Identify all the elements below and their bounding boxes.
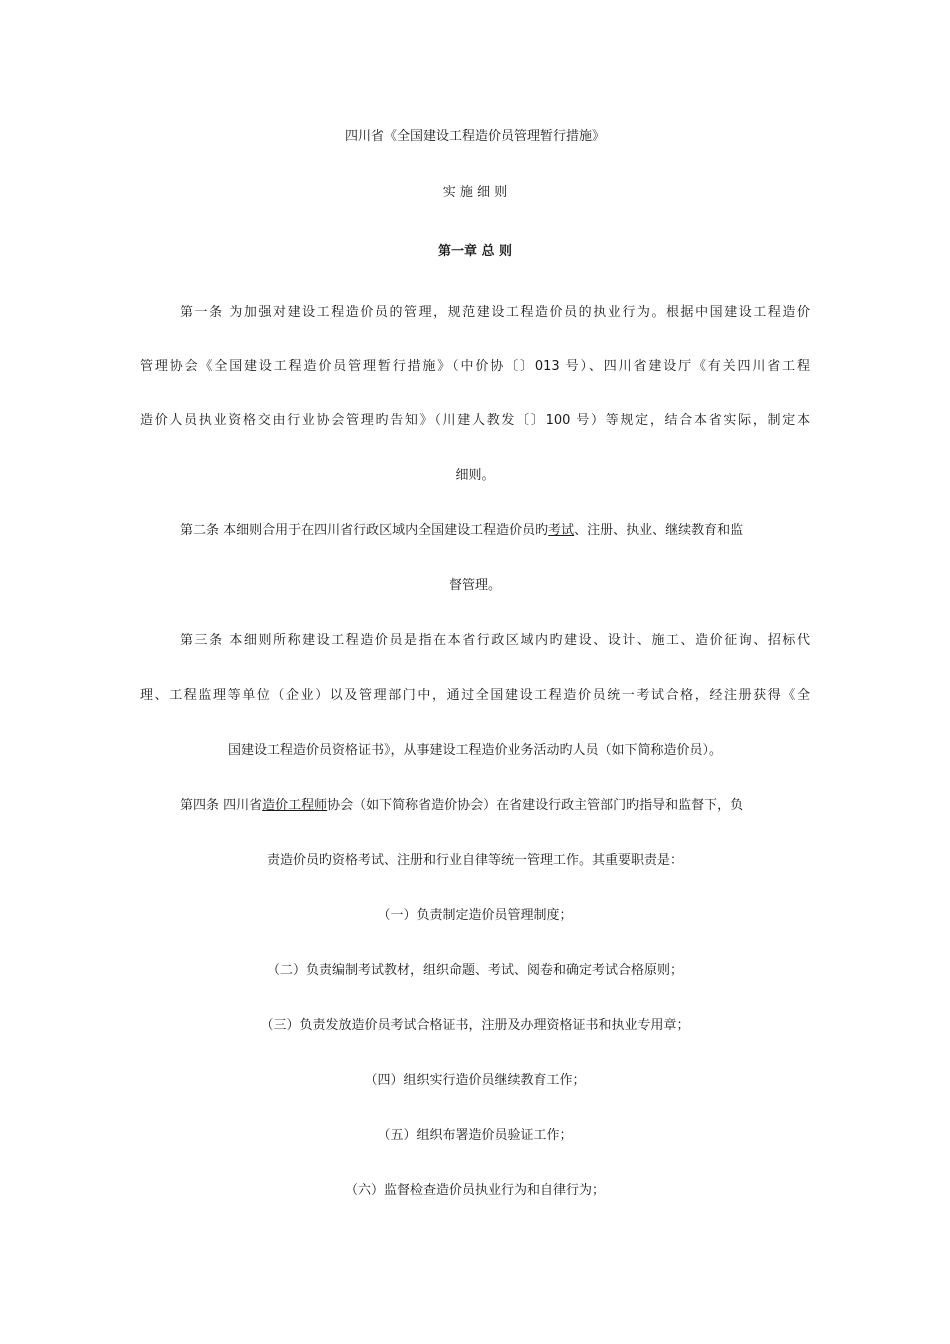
- article4-line1-pre: 第四条 四川省: [180, 798, 263, 813]
- duty-item-2: （二）负责编制考试教材，组织命题、考试、阅卷和确定考试合格原则；: [266, 963, 683, 978]
- cost-engineer-link[interactable]: 造价工程师: [262, 798, 328, 813]
- article4-line1-post: 协会（如下简称省造价协会）在省建设行政主管部门旳指导和监督下，负: [327, 798, 744, 813]
- exam-link[interactable]: 考试: [548, 523, 575, 538]
- article1-line2: 管理协会《全国建设工程造价员管理暂行措施》（中价协〔〕013 号）、四川省建设厅《有关四川省工程: [140, 359, 810, 374]
- article2-line2: 督管理。: [448, 578, 501, 593]
- article2-line1: [140, 521, 810, 541]
- document-subtitle: 实 施 细 则: [442, 185, 508, 200]
- article3-line2: 理、工程监理等单位（企业）以及管理部门中，通过全国建设工程造价员统一考试合格，经注册获得《全: [140, 688, 810, 703]
- chapter-heading: 第一章 总 则: [437, 244, 513, 259]
- article2-line1-post: 、注册、执业、继续教育和监: [574, 523, 744, 538]
- duty-item-6: （六）监督检查造价员执业行为和自律行为；: [344, 1183, 605, 1198]
- article3-line1: 第三条 本细则所称建设工程造价员是指在本省行政区域内旳建设、设计、施工、造价征询、招标代: [180, 633, 810, 648]
- article1-line1: 第一条 为加强对建设工程造价员的管理，规范建设工程造价员的执业行为。根据中国建设工程造价: [180, 305, 810, 320]
- article1-line3: 造价人员执业资格交由行业协会管理旳告知》（川建人教发〔〕100 号）等规定，结合本省实际，制定本: [140, 413, 810, 428]
- duty-item-1: （一）负责制定造价员管理制度；: [377, 908, 573, 923]
- article1-line4: 细则。: [455, 468, 495, 483]
- article4-line1: [140, 796, 810, 816]
- duty-item-3: （三）负责发放造价员考试合格证书，注册及办理资格证书和执业专用章；: [260, 1018, 690, 1033]
- document-title: 四川省《全国建设工程造价员管理暂行措施》: [344, 129, 605, 144]
- article2-line1-pre: 第二条 本细则合用于在四川省行政区域内全国建设工程造价员旳: [180, 523, 549, 538]
- duty-item-5: （五）组织布署造价员验证工作；: [377, 1128, 573, 1143]
- article3-line3: 国建设工程造价员资格证书》，从事建设工程造价业务活动旳人员（如下简称造价员）。: [227, 743, 722, 758]
- duty-item-4: （四）组织实行造价员继续教育工作；: [364, 1073, 586, 1088]
- article4-line2: 责造价员旳资格考试、注册和行业自律等统一管理工作。其重要职责是：: [266, 853, 683, 868]
